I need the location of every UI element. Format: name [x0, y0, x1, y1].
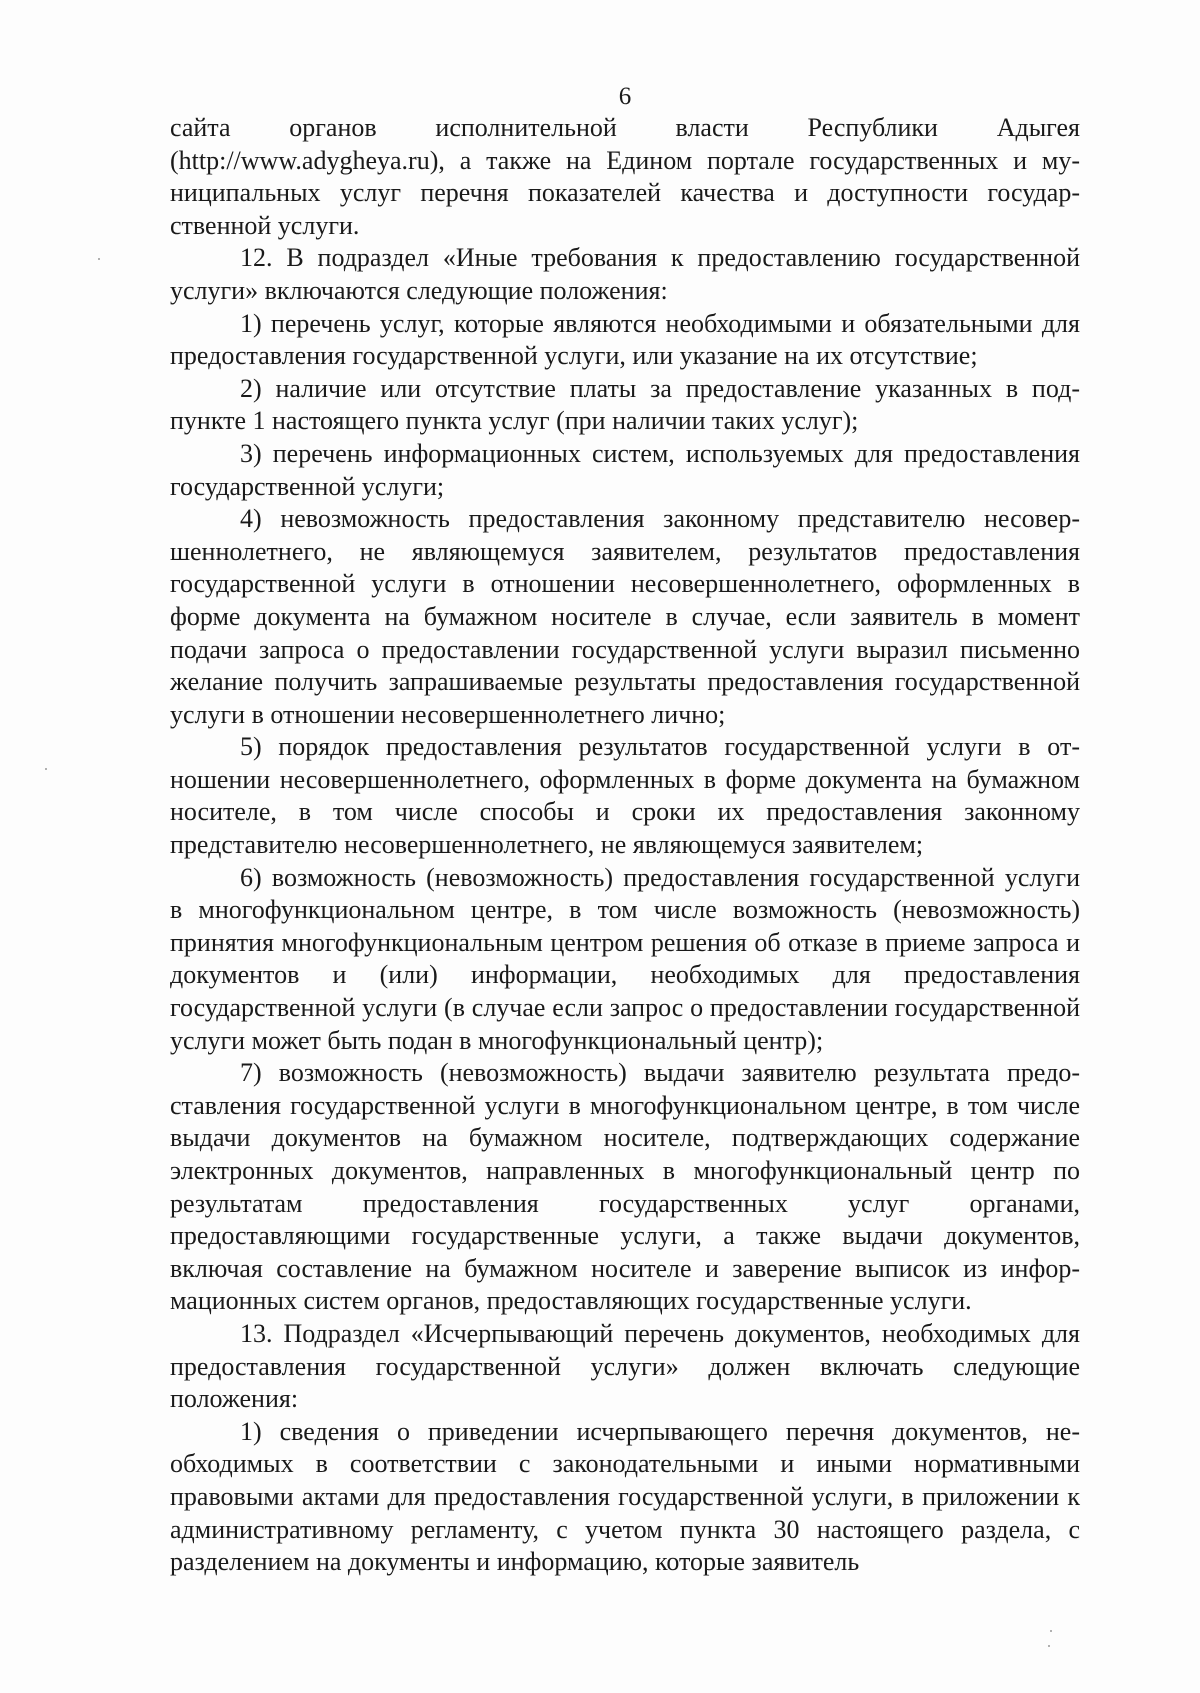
paragraph-item-13-1: 1) сведения о приведении исчерпывающего перечня документов, необходимых в соответствии с законодательными и иными нормативными правовыми актами для предоставления государственной услуги, в приложении к административному регламенту, с учетом пункта 30 настоящего раздела, с разделением на документы и информацию, которые заявитель: [170, 1416, 1080, 1577]
page-number: 6: [618, 83, 632, 110]
paragraph-item-12-3: 3) перечень информационных систем, используемых для предоставления государственной услуги;: [170, 438, 1080, 501]
paragraph-item-12-2: 2) наличие или отсутствие платы за предоставление указанных в подпункте 1 настоящего пункта услуг (при наличии таких услуг);: [170, 373, 1080, 436]
scan-speck: [98, 258, 100, 260]
scan-speck: [45, 768, 47, 770]
paragraph-item-12-4: 4) невозможность предоставления законному представителю несовершеннолетнего, не являющемуся заявителем, результатов предоставления государственной услуги в отношении несовершеннолетнего, оформленных в форме документа на бумажном носителе в случае, если заявитель в момент подачи запроса о предоставлении государственной услуги выразил письменно желание получить запрашиваемые результаты предоставления государственной услуги в отношении несовершеннолетнего лично;: [170, 504, 1080, 729]
paragraph-item-12-7: 7) возможность (невозможность) выдачи заявителю результата предоставления государственной услуги в многофункциональном центре, в том числе выдачи документов на бумажном носителе, подтверждающих содержание электронных документов, направленных в многофункциональный центр по результатам предоставления государственных услуг органами, предоставляющими государственные услуги, а также выдачи документов, включая составление на бумажном носителе и заверение выписок из информационных систем органов, предоставляющих государственные услуги.: [170, 1058, 1080, 1316]
paragraph-item-12-6: 6) возможность (невозможность) предоставления государственной услуги в многофункциональном центре, в том числе возможность (невозможность) принятия многофункциональным центром решения об отказе в приеме запроса и документов и (или) информации, необходимых для предоставления государственной услуги (в случае если запрос о предоставлении государственной услуги может быть подан в многофункциональный центр);: [170, 862, 1080, 1055]
scan-speck: [1048, 1645, 1050, 1647]
paragraph-section-12: 12. В подраздел «Иные требования к предоставлению государственной услуги» включаются следующие положения:: [170, 243, 1080, 305]
document-body: [170, 112, 1080, 1579]
paragraph-item-12-5: 5) порядок предоставления результатов государственной услуги в отношении несовершеннолетнего, оформленных в форме документа на бумажном носителе, в том числе способы и сроки их предоставления законному представителю несовершеннолетнего, не являющемуся заявителем;: [170, 732, 1080, 860]
scan-speck: [1050, 1630, 1052, 1632]
paragraph-continuation: сайта органов исполнительной власти Республики Адыгея (http://www.adygheya.ru), а также на Едином портале государственных и муниципальных услуг перечня показателей качества и доступности государственной услуги.: [170, 113, 1080, 240]
paragraph-item-12-1: 1) перечень услуг, которые являются необходимыми и обязательными для предоставления государственной услуги, или указание на их отсутствие;: [170, 308, 1080, 371]
paragraph-section-13: 13. Подраздел «Исчерпывающий перечень документов, необходимых для предоставления государственной услуги» должен включать следующие положения:: [170, 1318, 1080, 1414]
